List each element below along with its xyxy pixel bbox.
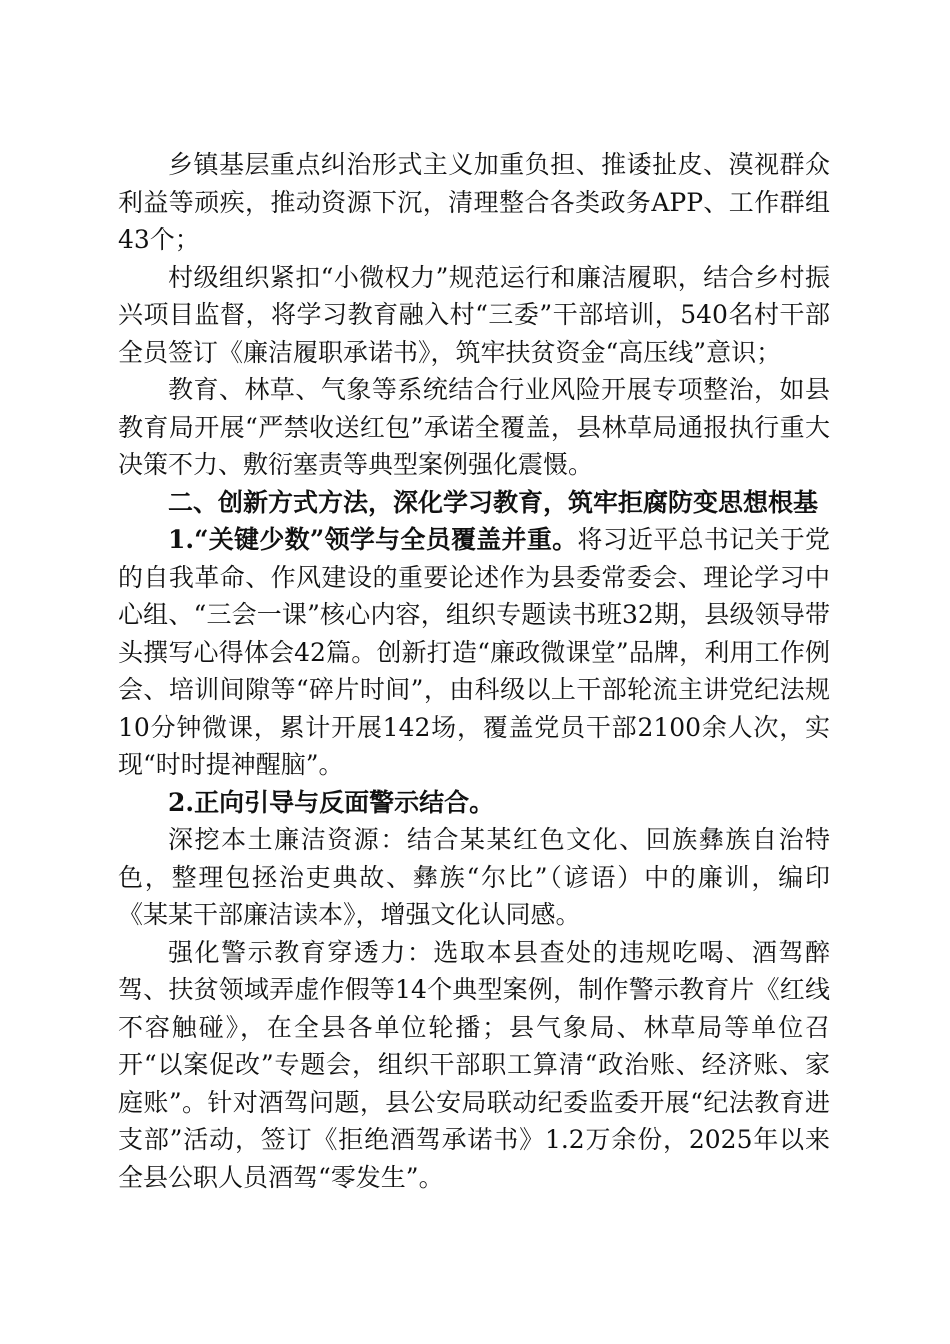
subheading-1: 1.“关键少数”领学与全员覆盖并重。 (168, 525, 578, 554)
section-heading-2: 二、创新方式方法，深化学习教育，筑牢拒腐防变思想根基 (168, 487, 819, 517)
document-page (118, 146, 830, 1196)
paragraph-local-resources: 深挖本土廉洁资源：结合某某红色文化、回族彝族自治特色，整理包拯治吏典故、彝族“尔比”（谚语）中的廉训，编印《某某干部廉洁读本》，增强文化认同感。 (118, 825, 830, 929)
paragraph-village: 村级组织紧扣“小微权力”规范运行和廉洁履职，结合乡村振兴项目监督，将学习教育融入村“三委”干部培训，540名村干部全员签订《廉洁履职承诺书》，筑牢扶贫资金“高压线”意识； (118, 262, 830, 367)
paragraph-key-minority (118, 521, 830, 784)
paragraph-key-minority-body: 将习近平总书记关于党的自我革命、作风建设的重要论述作为县委常委会、理论学习中心组、“三会一课”核心内容，组织专题读书班32期，县级领导带头撰写心得体会42篇。创新打造“廉政微课堂”品牌，利用工作例会、培训间隙等“碎片时间”，由科级以上干部轮流主讲党纪法规10分钟微课，累计开展142场，覆盖党员干部2100余人次，实现“时时提神醒脑”。 (118, 525, 830, 779)
paragraph-warning-education: 强化警示教育穿透力：选取本县查处的违规吃喝、酒驾醉驾、扶贫领域弄虚作假等14个典型案例，制作警示教育片《红线不容触碰》，在全县各单位轮播；县气象局、林草局等单位召开“以案促改”专题会，组织干部职工算清“政治账、经济账、家庭账”。针对酒驾问题，县公安局联动纪委监委开展“纪法教育进支部”活动，签订《拒绝酒驾承诺书》1.2万余份，2025年以来全县公职人员酒驾“零发生”。 (118, 937, 830, 1192)
subheading-2: 2.正向引导与反面警示结合。 (168, 787, 495, 817)
paragraph-township: 乡镇基层重点纠治形式主义加重负担、推诿扯皮、漠视群众利益等顽疾，推动资源下沉，清理整合各类政务APP、工作群组43个； (118, 150, 830, 254)
paragraph-sectors: 教育、林草、气象等系统结合行业风险开展专项整治，如县教育局开展“严禁收送红包”承诺全覆盖，县林草局通报执行重大决策不力、敷衍塞责等典型案例强化震慑。 (118, 375, 830, 479)
